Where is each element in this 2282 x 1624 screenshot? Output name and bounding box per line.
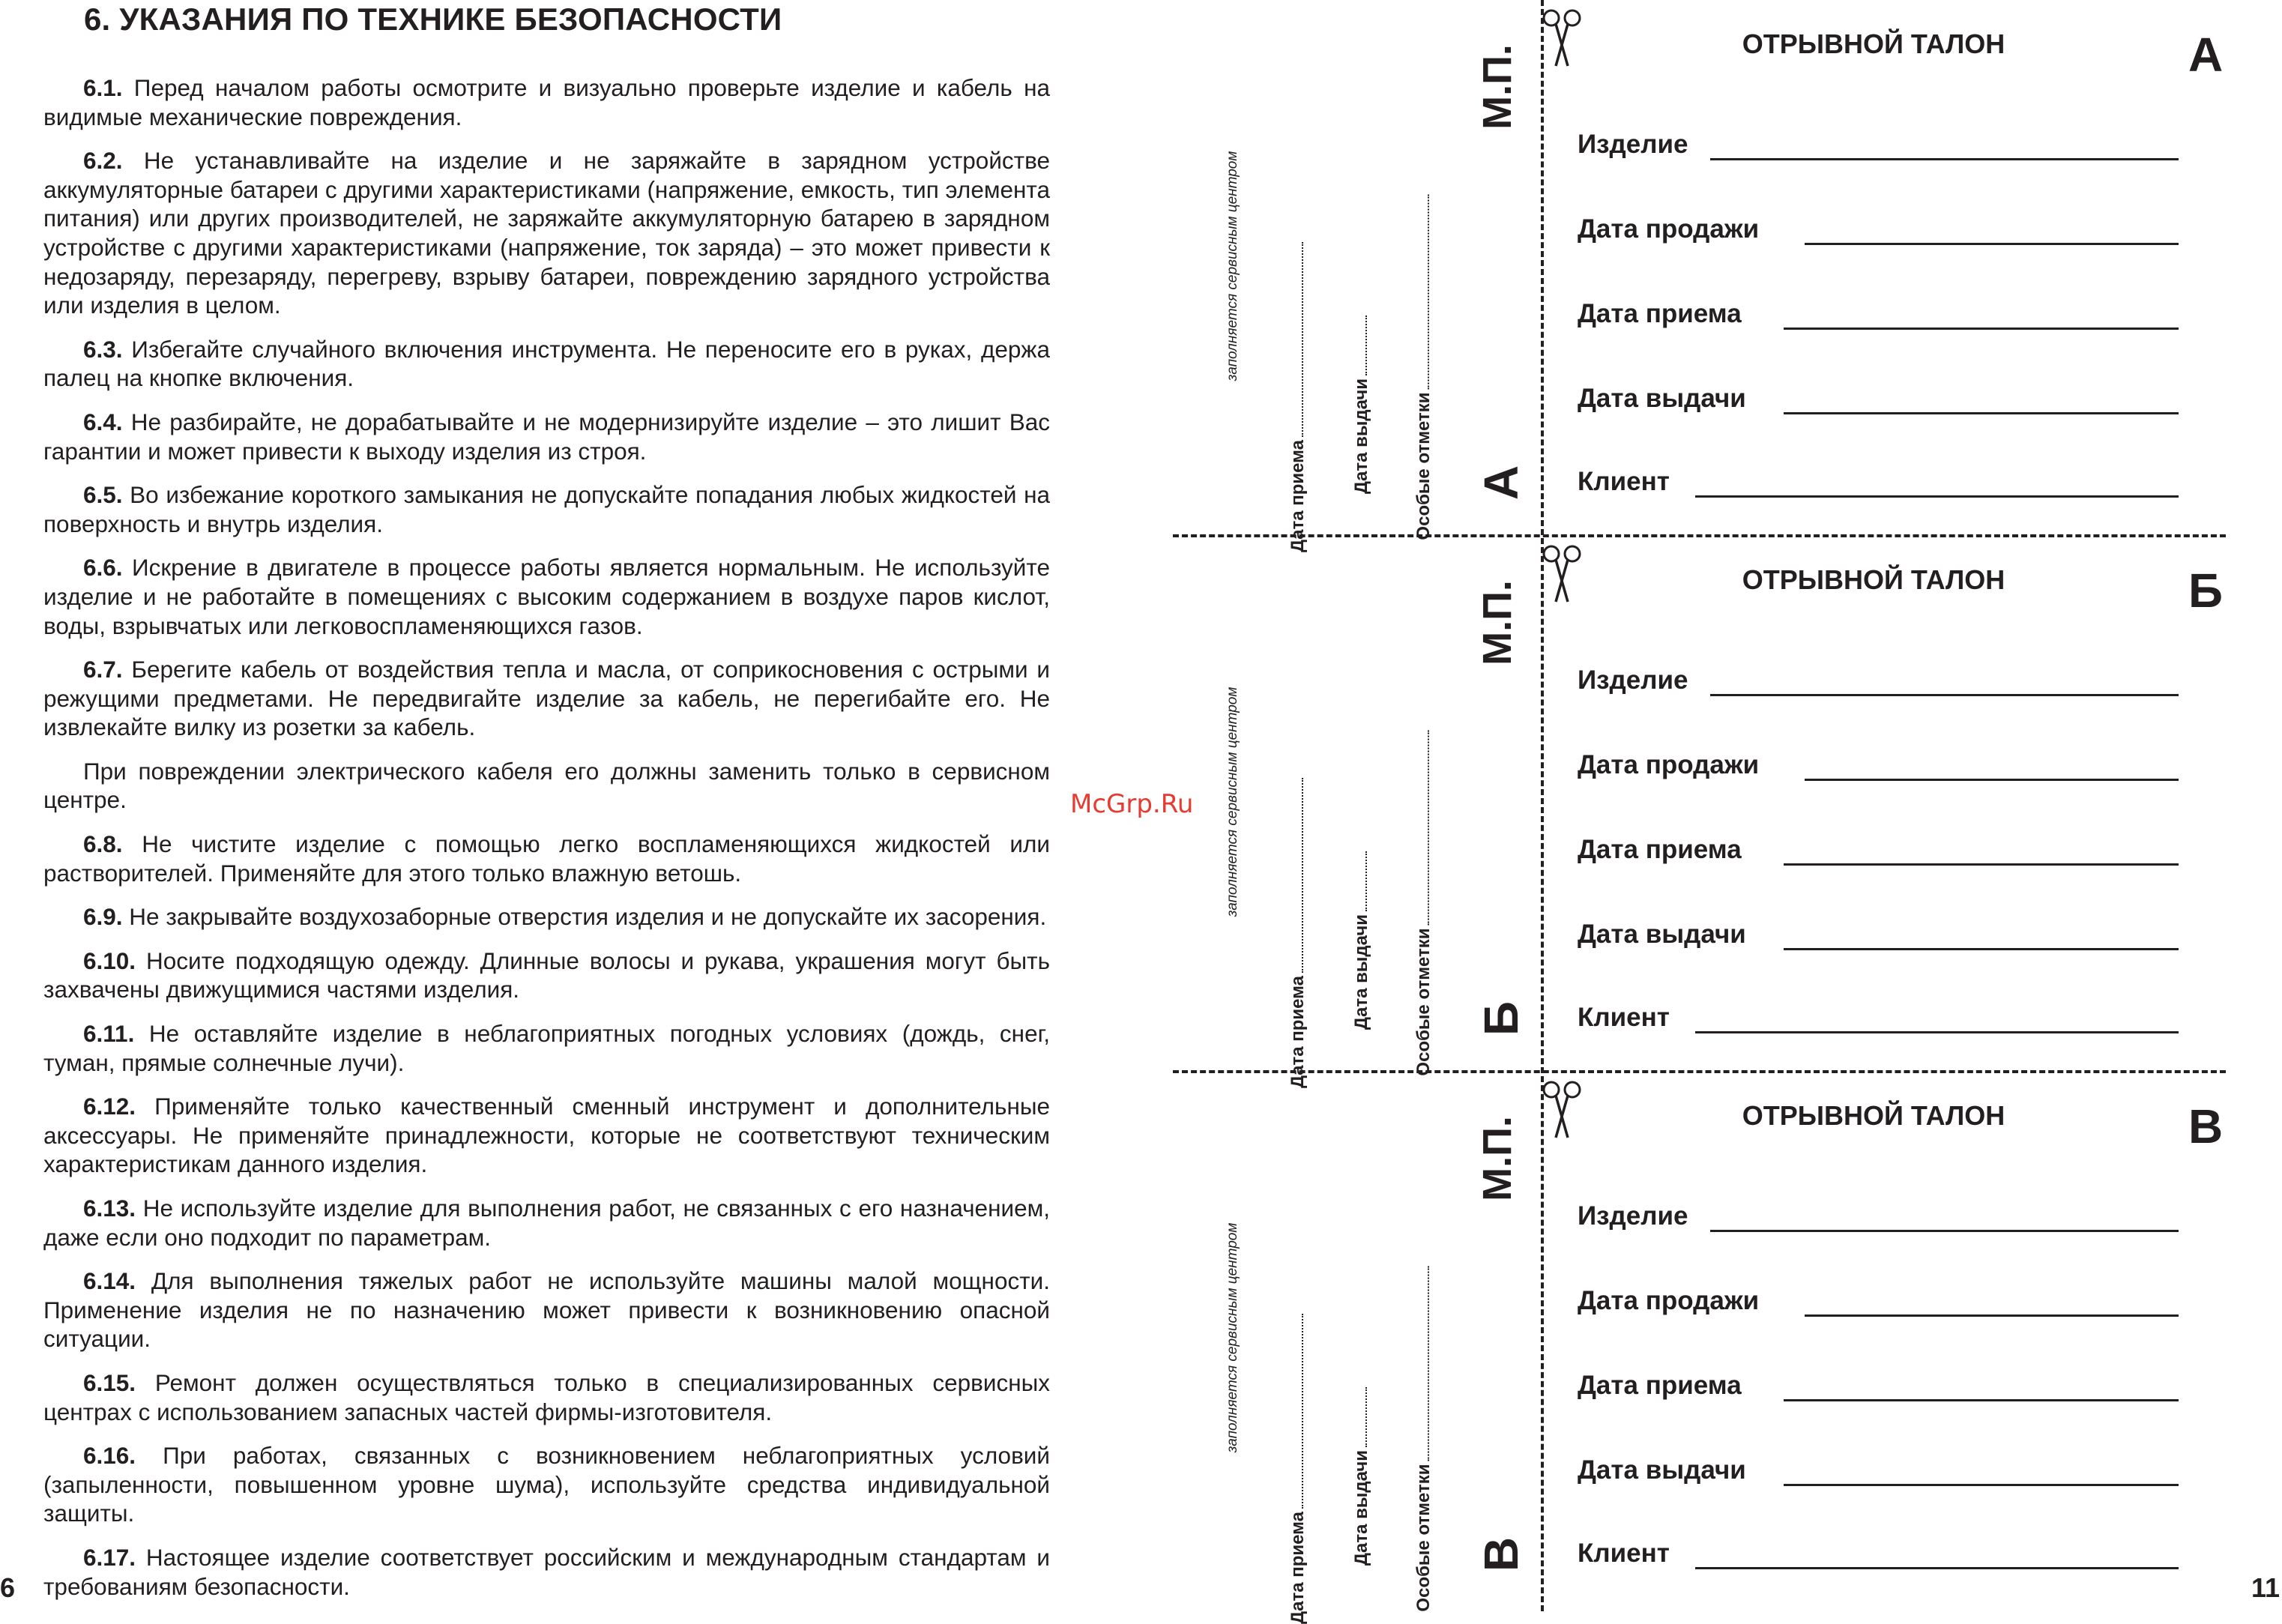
dotted-line — [1428, 730, 1429, 925]
rule-text: Не оставляйте изделие в неблагоприятных погодных условиях (дождь, снег, туман, прямые солнечные лучи). — [43, 1020, 1050, 1076]
stub-date-received — [1288, 242, 1308, 552]
safety-rule — [43, 335, 1050, 393]
stamp-mark: М.П. — [1475, 44, 1520, 130]
rule-text: Настоящее изделие соответствует российским и международным стандартам и требованиям безопасности. — [43, 1543, 1050, 1600]
safety-instructions-page — [0, 0, 1064, 1611]
safety-rules-list — [43, 73, 1050, 1616]
page-number-right: 11 — [2251, 1572, 2281, 1603]
field-issue-date-line[interactable] — [1784, 948, 2179, 950]
field-client-line[interactable] — [1695, 495, 2179, 498]
rule-number: 6.11. — [83, 1020, 135, 1048]
safety-rule — [43, 1194, 1050, 1252]
scissors-icon — [1541, 1079, 1583, 1139]
coupon-c — [1173, 1072, 2282, 1624]
service-center-note: заполняется сервисным центром — [1225, 151, 1240, 381]
rule-number: 6.14. — [83, 1267, 136, 1295]
rule-number: 6.2. — [83, 147, 123, 175]
scissors-icon — [1541, 543, 1583, 603]
field-sale-date-label: Дата продажи — [1578, 750, 1760, 779]
dotted-line — [1428, 1266, 1429, 1461]
stub-date-issued-label: Дата выдачи — [1351, 914, 1371, 1030]
rule-text: Во избежание короткого замыкания не допускайте попадания любых жидкостей на поверхность и внутрь изделия. — [43, 481, 1050, 537]
field-issue-date-label: Дата выдачи — [1578, 920, 1746, 949]
safety-rule — [43, 1441, 1050, 1528]
stub-letter: В — [1474, 1536, 1528, 1572]
stub-date-received-label: Дата приема — [1288, 1512, 1308, 1624]
dotted-line — [1365, 851, 1367, 911]
scissors-icon — [1541, 7, 1583, 67]
field-sale-date-line[interactable] — [1805, 779, 2179, 781]
field-receipt-date-label: Дата приема — [1578, 1371, 1742, 1400]
rule-text: Не используйте изделие для выполнения работ, не связанных с его назначением, даже если оно подходит по параметрам. — [43, 1195, 1050, 1251]
safety-rule — [43, 655, 1050, 742]
coupon-a — [1173, 0, 2282, 552]
field-product-label: Изделие — [1578, 1201, 1688, 1231]
stub-letter: А — [1474, 465, 1528, 501]
field-receipt-date-line[interactable] — [1784, 327, 2179, 330]
safety-rule — [43, 553, 1050, 640]
coupon-title: ОТРЫВНОЙ ТАЛОН — [1742, 564, 2005, 595]
stub-date-issued-label: Дата выдачи — [1351, 378, 1371, 495]
rule-number: 6.4. — [83, 408, 123, 435]
coupon-title: ОТРЫВНОЙ ТАЛОН — [1742, 28, 2005, 59]
dotted-line — [1365, 316, 1367, 375]
coupon-title: ОТРЫВНОЙ ТАЛОН — [1742, 1100, 2005, 1131]
safety-rule — [43, 830, 1050, 887]
rule-number: 6.7. — [83, 656, 123, 683]
safety-rule — [43, 480, 1050, 538]
field-client-label: Клиент — [1578, 1539, 1670, 1568]
safety-rule — [43, 1368, 1050, 1426]
field-product-line[interactable] — [1710, 158, 2179, 160]
stub-date-received — [1288, 778, 1308, 1088]
service-center-note: заполняется сервисным центром — [1225, 686, 1240, 917]
safety-rule — [43, 1543, 1050, 1601]
stub-date-issued — [1351, 851, 1372, 1030]
field-sale-date-line[interactable] — [1805, 243, 2179, 245]
field-issue-date-label: Дата выдачи — [1578, 1455, 1746, 1485]
stub-special-notes-label: Особые отметки — [1413, 928, 1434, 1076]
safety-rule — [43, 757, 1050, 815]
section-title: 6. УКАЗАНИЯ ПО ТЕХНИКЕ БЕЗОПАСНОСТИ — [84, 1, 782, 37]
safety-rule — [43, 1019, 1050, 1077]
rule-number: 6.1. — [83, 74, 123, 101]
stamp-mark: М.П. — [1475, 1116, 1520, 1201]
rule-text: При повреждении электрического кабеля его должны заменить только в сервисном центре. — [43, 757, 1050, 814]
field-client-line[interactable] — [1695, 1567, 2179, 1569]
safety-rule — [43, 146, 1050, 320]
field-sale-date-label: Дата продажи — [1578, 214, 1760, 244]
dotted-line — [1365, 1387, 1367, 1447]
rule-number: 6.13. — [83, 1195, 136, 1222]
dotted-line — [1302, 1314, 1303, 1509]
field-client-label: Клиент — [1578, 1003, 1670, 1032]
safety-rule — [43, 902, 1050, 932]
stub-special-notes-label: Особые отметки — [1413, 392, 1434, 540]
rule-number: 6.6. — [83, 554, 123, 582]
stub-date-issued — [1351, 1387, 1372, 1566]
rule-number: 6.8. — [83, 830, 123, 858]
field-receipt-date-label: Дата приема — [1578, 835, 1742, 864]
field-product-line[interactable] — [1710, 694, 2179, 696]
safety-rule — [43, 408, 1050, 465]
rule-number: 6.5. — [83, 481, 123, 509]
field-receipt-date-label: Дата приема — [1578, 299, 1742, 328]
rule-text: Искрение в двигателе в процессе работы является нормальным. Не используйте изделие и не работайте в помещениях с высоким содержанием в воздухе паров кислот, воды, взрывчатых или легковоспламеняющихся газов. — [43, 554, 1050, 639]
stub-date-received-label: Дата приема — [1288, 976, 1308, 1088]
rule-number: 6.12. — [83, 1093, 136, 1120]
field-client-line[interactable] — [1695, 1031, 2179, 1033]
dotted-line — [1302, 242, 1303, 437]
rule-text: Для выполнения тяжелых работ не используйте машины малой мощности. Применение изделия не по назначению может привести к возникновению опасной ситуации. — [43, 1267, 1050, 1353]
field-client-label: Клиент — [1578, 467, 1670, 496]
dotted-line — [1302, 778, 1303, 973]
field-product-label: Изделие — [1578, 665, 1688, 695]
rule-text: Применяйте только качественный сменный инструмент и дополнительные аксессуары. Не применяйте принадлежности, которые не соответствуют техническим характеристикам данного изделия. — [43, 1093, 1050, 1178]
rule-number: 6.10. — [83, 947, 136, 974]
safety-rule — [43, 1267, 1050, 1353]
stub-date-received-label: Дата приема — [1288, 440, 1308, 552]
stub-date-issued-label: Дата выдачи — [1351, 1449, 1371, 1566]
safety-rule — [43, 73, 1050, 131]
rule-text: Избегайте случайного включения инструмента. Не переносите его в руках, держа палец на кнопке включения. — [43, 335, 1050, 392]
field-issue-date-line[interactable] — [1784, 412, 2179, 414]
coupon-letter: А — [2188, 28, 2224, 82]
rule-text: При работах, связанных с возникновением неблагоприятных условий (запыленности, повышенном уровне шума), используйте средства индивидуальной защиты. — [43, 1442, 1050, 1527]
stamp-mark: М.П. — [1475, 580, 1520, 665]
stub-special-notes — [1413, 730, 1434, 1075]
safety-rule — [43, 1092, 1050, 1179]
stub-special-notes — [1413, 1266, 1434, 1611]
rule-text: Берегите кабель от воздействия тепла и масла, от соприкосновения с острыми и режущими предметами. Не передвигайте изделие за кабель, не перегибайте его. Не извлекайте вилку из розетки за кабель. — [43, 656, 1050, 741]
stub-date-received — [1288, 1314, 1308, 1624]
stub-special-notes — [1413, 194, 1434, 540]
stub-special-notes-label: Особые отметки — [1413, 1464, 1434, 1612]
field-product-line[interactable] — [1710, 1230, 2179, 1232]
field-receipt-date-line[interactable] — [1784, 863, 2179, 866]
rule-number: 6.3. — [83, 335, 123, 363]
field-issue-date-line[interactable] — [1784, 1484, 2179, 1486]
service-center-note: заполняется сервисным центром — [1225, 1222, 1240, 1453]
coupon-letter: В — [2188, 1099, 2224, 1153]
watermark: McGrp.Ru — [1070, 789, 1194, 819]
stub-date-issued — [1351, 316, 1372, 494]
dotted-line — [1428, 194, 1429, 389]
rule-text: Перед началом работы осмотрите и визуально проверьте изделие и кабель на видимые механические повреждения. — [43, 74, 1050, 130]
rule-text: Не разбирайте, не дорабатывайте и не модернизируйте изделие – это лишит Вас гарантии и может привести к выходу изделия из строя. — [43, 408, 1050, 465]
stub-letter: Б — [1474, 1001, 1528, 1036]
rule-number: 6.17. — [83, 1543, 136, 1571]
field-issue-date-label: Дата выдачи — [1578, 384, 1746, 413]
rule-text: Носите подходящую одежду. Длинные волосы и рукава, украшения могут быть захвачены движущимися частями изделия. — [43, 947, 1050, 1003]
safety-rule — [43, 947, 1050, 1004]
field-sale-date-label: Дата продажи — [1578, 1286, 1760, 1315]
rule-number: 6.15. — [83, 1368, 136, 1396]
field-receipt-date-line[interactable] — [1784, 1399, 2179, 1401]
rule-text: Не чистите изделие с помощью легко воспламеняющихся жидкостей или растворителей. Применяйте для этого только влажную ветошь. — [43, 830, 1050, 887]
rule-number: 6.9. — [83, 903, 123, 931]
coupon-letter: Б — [2188, 564, 2223, 618]
rule-text: Ремонт должен осуществляться только в специализированных сервисных центрах с использованием запасных частей фирмы-изготовителя. — [43, 1368, 1050, 1425]
rule-number: 6.16. — [83, 1442, 136, 1470]
rule-text: Не закрывайте воздухозаборные отверстия изделия и не допускайте их засорения. — [122, 903, 1047, 931]
coupon-b — [1173, 536, 2282, 1088]
page-number-left: 6 — [0, 1572, 16, 1603]
field-sale-date-line[interactable] — [1805, 1314, 2179, 1317]
field-product-label: Изделие — [1578, 130, 1688, 159]
rule-text: Не устанавливайте на изделие и не заряжайте в зарядном устройстве аккумуляторные батареи с другими характеристиками (напряжение, емкость, тип элемента питания) или других производителей, не заряжайте аккумуляторную батарею в зарядном устройстве с другими характеристиками (напряжение, ток заряда) – это может привести к недозаряду, перезаряду, перегреву, взрыву батареи, повреждению зарядного устройства или изделия в целом. — [43, 147, 1050, 319]
